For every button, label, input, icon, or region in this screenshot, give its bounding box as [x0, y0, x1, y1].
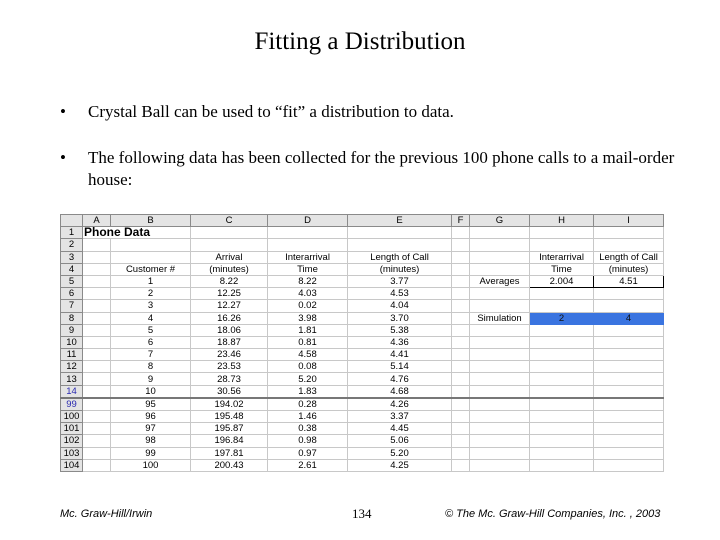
interarrival-cell[interactable]: 0.81	[268, 336, 348, 348]
row-header[interactable]: 9	[61, 324, 83, 336]
cell[interactable]	[452, 385, 470, 398]
cell[interactable]	[111, 251, 191, 263]
arrival-cell[interactable]: 12.25	[191, 288, 268, 300]
cell[interactable]	[470, 349, 530, 361]
interarrival-cell[interactable]: 1.46	[268, 411, 348, 423]
row-header[interactable]: 7	[61, 300, 83, 312]
cell[interactable]	[470, 251, 530, 263]
call-length-cell[interactable]: 3.37	[348, 411, 452, 423]
column-header-f[interactable]: F	[452, 215, 470, 227]
cell[interactable]	[530, 349, 594, 361]
cell[interactable]	[530, 398, 594, 411]
bullet-text: The following data has been collected for the previous 100 phone calls to a mail-order house:	[88, 148, 675, 189]
call-length-cell[interactable]: 3.77	[348, 275, 452, 287]
cell[interactable]	[594, 373, 664, 385]
cell[interactable]	[83, 411, 111, 423]
call-length-cell[interactable]: 4.26	[348, 398, 452, 411]
cell[interactable]	[83, 324, 111, 336]
row-header[interactable]: 12	[61, 361, 83, 373]
data-row	[61, 459, 664, 471]
cell[interactable]	[452, 336, 470, 348]
sheet-title[interactable]: Phone Data	[83, 227, 191, 239]
cell[interactable]	[83, 435, 111, 447]
cell[interactable]	[530, 336, 594, 348]
data-row	[61, 336, 664, 348]
row-header[interactable]: 103	[61, 447, 83, 459]
cell[interactable]	[594, 447, 664, 459]
cell[interactable]	[530, 361, 594, 373]
cell[interactable]	[594, 361, 664, 373]
data-row	[61, 447, 664, 459]
row-header[interactable]: 3	[61, 251, 83, 263]
row-header[interactable]: 102	[61, 435, 83, 447]
call-length-cell[interactable]: 5.20	[348, 447, 452, 459]
bullet-text: Crystal Ball can be used to “fit” a distribution to data.	[88, 102, 454, 121]
interarrival-cell[interactable]: 0.28	[268, 398, 348, 411]
column-header-i[interactable]: I	[594, 215, 664, 227]
cell[interactable]	[530, 373, 594, 385]
row-header[interactable]: 100	[61, 411, 83, 423]
customer-cell[interactable]: 1	[111, 275, 191, 287]
header-cell[interactable]: Length of Call	[594, 251, 664, 263]
cell[interactable]	[470, 263, 530, 275]
interarrival-cell[interactable]: 0.97	[268, 447, 348, 459]
row-header[interactable]: 13	[61, 373, 83, 385]
cell[interactable]	[470, 288, 530, 300]
cell[interactable]	[83, 349, 111, 361]
cell[interactable]	[470, 324, 530, 336]
cell[interactable]	[452, 411, 470, 423]
arrival-cell[interactable]: 30.56	[191, 385, 268, 398]
data-row	[61, 275, 664, 287]
cell[interactable]	[530, 423, 594, 435]
cell[interactable]	[530, 435, 594, 447]
call-length-cell[interactable]: 4.45	[348, 423, 452, 435]
simulation-interarrival[interactable]: 2	[530, 312, 594, 324]
interarrival-cell[interactable]: 1.81	[268, 324, 348, 336]
row-header[interactable]: 8	[61, 312, 83, 324]
column-header-row	[61, 215, 664, 227]
cell[interactable]	[452, 398, 470, 411]
data-row	[61, 373, 664, 385]
interarrival-cell[interactable]: 2.61	[268, 459, 348, 471]
data-row	[61, 312, 664, 324]
sheet-row	[61, 251, 664, 263]
row-header[interactable]: 99	[61, 398, 83, 411]
cell[interactable]	[452, 349, 470, 361]
arrival-cell[interactable]: 18.87	[191, 336, 268, 348]
header-cell[interactable]: Interarrival	[268, 251, 348, 263]
call-length-cell[interactable]: 4.68	[348, 385, 452, 398]
interarrival-cell[interactable]: 0.02	[268, 300, 348, 312]
average-interarrival[interactable]: 2.004	[530, 275, 594, 287]
call-length-cell[interactable]: 4.25	[348, 459, 452, 471]
cell[interactable]	[530, 385, 594, 398]
row-header[interactable]: 11	[61, 349, 83, 361]
cell[interactable]	[594, 411, 664, 423]
cell[interactable]	[83, 336, 111, 348]
row-header[interactable]: 101	[61, 423, 83, 435]
customer-cell[interactable]: 6	[111, 336, 191, 348]
header-cell[interactable]: (minutes)	[594, 263, 664, 275]
cell[interactable]	[530, 300, 594, 312]
cell[interactable]	[452, 227, 470, 239]
data-row	[61, 324, 664, 336]
arrival-cell[interactable]: 23.46	[191, 349, 268, 361]
arrival-cell[interactable]: 18.06	[191, 324, 268, 336]
cell[interactable]	[452, 447, 470, 459]
cell[interactable]	[594, 385, 664, 398]
cell[interactable]	[83, 459, 111, 471]
data-row	[61, 349, 664, 361]
header-cell[interactable]: Arrival	[191, 251, 268, 263]
customer-cell[interactable]: 8	[111, 361, 191, 373]
cell[interactable]	[83, 361, 111, 373]
call-length-cell[interactable]: 4.36	[348, 336, 452, 348]
data-row	[61, 361, 664, 373]
column-header-g[interactable]: G	[470, 215, 530, 227]
arrival-cell[interactable]: 8.22	[191, 275, 268, 287]
row-header[interactable]: 10	[61, 336, 83, 348]
cell[interactable]	[530, 459, 594, 471]
customer-cell[interactable]: 100	[111, 459, 191, 471]
cell[interactable]	[83, 275, 111, 287]
arrival-cell[interactable]: 194.02	[191, 398, 268, 411]
data-row	[61, 300, 664, 312]
cell[interactable]	[452, 373, 470, 385]
data-row	[61, 288, 664, 300]
cell[interactable]	[470, 385, 530, 398]
column-header-b[interactable]: B	[111, 215, 191, 227]
cell[interactable]	[83, 373, 111, 385]
interarrival-cell[interactable]: 0.98	[268, 435, 348, 447]
call-length-cell[interactable]: 5.38	[348, 324, 452, 336]
data-row	[61, 423, 664, 435]
cell[interactable]	[594, 239, 664, 251]
customer-cell[interactable]: 97	[111, 423, 191, 435]
header-cell[interactable]: Time	[268, 263, 348, 275]
customer-cell[interactable]: 9	[111, 373, 191, 385]
cell[interactable]	[191, 239, 268, 251]
bullet-dot: •	[60, 102, 66, 121]
cell[interactable]	[594, 324, 664, 336]
spreadsheet	[60, 214, 663, 472]
arrival-cell[interactable]: 200.43	[191, 459, 268, 471]
customer-cell[interactable]: 99	[111, 447, 191, 459]
bullet-dot: •	[60, 148, 66, 167]
header-cell[interactable]: Time	[530, 263, 594, 275]
cell[interactable]	[452, 459, 470, 471]
data-row	[61, 411, 664, 423]
cell[interactable]	[83, 423, 111, 435]
cell[interactable]	[452, 361, 470, 373]
cell[interactable]	[470, 435, 530, 447]
row-header[interactable]: 14	[61, 385, 83, 398]
cell[interactable]	[530, 227, 594, 239]
cell[interactable]	[452, 239, 470, 251]
row-header[interactable]: 4	[61, 263, 83, 275]
cell[interactable]	[452, 435, 470, 447]
averages-label[interactable]: Averages	[470, 275, 530, 287]
cell[interactable]	[83, 447, 111, 459]
header-cell[interactable]: Interarrival	[530, 251, 594, 263]
cell[interactable]	[83, 251, 111, 263]
cell[interactable]	[83, 312, 111, 324]
interarrival-cell[interactable]: 0.38	[268, 423, 348, 435]
cell[interactable]	[470, 373, 530, 385]
cell[interactable]	[594, 288, 664, 300]
customer-cell[interactable]: 2	[111, 288, 191, 300]
cell[interactable]	[470, 411, 530, 423]
sheet-row	[61, 263, 664, 275]
cell[interactable]	[530, 288, 594, 300]
interarrival-cell[interactable]: 8.22	[268, 275, 348, 287]
cell[interactable]	[268, 239, 348, 251]
simulation-call-length[interactable]: 4	[594, 312, 664, 324]
cell[interactable]	[594, 336, 664, 348]
cell[interactable]	[594, 459, 664, 471]
call-length-cell[interactable]: 3.70	[348, 312, 452, 324]
cell[interactable]	[191, 227, 268, 239]
header-cell[interactable]: Customer #	[111, 263, 191, 275]
cell[interactable]	[452, 263, 470, 275]
call-length-cell[interactable]: 4.04	[348, 300, 452, 312]
header-cell[interactable]: Length of Call	[348, 251, 452, 263]
simulation-label[interactable]: Simulation	[470, 312, 530, 324]
data-row	[61, 398, 664, 411]
arrival-cell[interactable]: 195.48	[191, 411, 268, 423]
arrival-cell[interactable]: 195.87	[191, 423, 268, 435]
cell[interactable]	[594, 349, 664, 361]
cell[interactable]	[594, 423, 664, 435]
call-length-cell[interactable]: 5.14	[348, 361, 452, 373]
slide-title: Fitting a Distribution	[254, 28, 466, 55]
customer-cell[interactable]: 7	[111, 349, 191, 361]
interarrival-cell[interactable]: 4.03	[268, 288, 348, 300]
cell[interactable]	[594, 398, 664, 411]
interarrival-cell[interactable]: 5.20	[268, 373, 348, 385]
column-header-c[interactable]: C	[191, 215, 268, 227]
page-number: 134	[352, 506, 372, 521]
data-row	[61, 435, 664, 447]
cell[interactable]	[470, 227, 530, 239]
cell[interactable]	[452, 423, 470, 435]
interarrival-cell[interactable]: 4.58	[268, 349, 348, 361]
cell[interactable]	[530, 411, 594, 423]
call-length-cell[interactable]: 4.53	[348, 288, 452, 300]
row-header[interactable]: 5	[61, 275, 83, 287]
cell[interactable]	[452, 324, 470, 336]
cell[interactable]	[470, 239, 530, 251]
cell[interactable]	[452, 288, 470, 300]
cell[interactable]	[348, 227, 452, 239]
cell[interactable]	[83, 263, 111, 275]
cell[interactable]	[83, 385, 111, 398]
arrival-cell[interactable]: 23.53	[191, 361, 268, 373]
call-length-cell[interactable]: 5.06	[348, 435, 452, 447]
cell[interactable]	[470, 398, 530, 411]
sheet-row	[61, 227, 664, 239]
select-all-corner[interactable]	[61, 215, 83, 227]
column-header-a[interactable]: A	[83, 215, 111, 227]
cell[interactable]	[470, 336, 530, 348]
customer-cell[interactable]: 96	[111, 411, 191, 423]
column-header-e[interactable]: E	[348, 215, 452, 227]
data-row	[61, 385, 664, 398]
customer-cell[interactable]: 4	[111, 312, 191, 324]
arrival-cell[interactable]: 28.73	[191, 373, 268, 385]
cell[interactable]	[530, 239, 594, 251]
customer-cell[interactable]: 5	[111, 324, 191, 336]
customer-cell[interactable]: 98	[111, 435, 191, 447]
arrival-cell[interactable]: 16.26	[191, 312, 268, 324]
cell[interactable]	[83, 398, 111, 411]
arrival-cell[interactable]: 12.27	[191, 300, 268, 312]
call-length-cell[interactable]: 4.76	[348, 373, 452, 385]
average-call-length[interactable]: 4.51	[594, 275, 664, 287]
row-header[interactable]: 6	[61, 288, 83, 300]
customer-cell[interactable]: 95	[111, 398, 191, 411]
customer-cell[interactable]: 10	[111, 385, 191, 398]
cell[interactable]	[470, 459, 530, 471]
call-length-cell[interactable]: 4.41	[348, 349, 452, 361]
row-header[interactable]: 104	[61, 459, 83, 471]
interarrival-cell[interactable]: 0.08	[268, 361, 348, 373]
cell[interactable]	[83, 239, 111, 251]
header-cell[interactable]: (minutes)	[348, 263, 452, 275]
footer-copyright: © The Mc. Graw-Hill Companies, Inc. , 2003	[445, 508, 661, 520]
row-header[interactable]: 2	[61, 239, 83, 251]
arrival-cell[interactable]: 197.81	[191, 447, 268, 459]
cell[interactable]	[83, 288, 111, 300]
cell[interactable]	[452, 251, 470, 263]
cell[interactable]	[470, 423, 530, 435]
customer-cell[interactable]: 3	[111, 300, 191, 312]
interarrival-cell[interactable]: 3.98	[268, 312, 348, 324]
row-header[interactable]: 1	[61, 227, 83, 239]
cell[interactable]	[470, 447, 530, 459]
column-header-d[interactable]: D	[268, 215, 348, 227]
cell[interactable]	[348, 239, 452, 251]
header-cell[interactable]: (minutes)	[191, 263, 268, 275]
cell[interactable]	[111, 239, 191, 251]
interarrival-cell[interactable]: 1.83	[268, 385, 348, 398]
cell[interactable]	[594, 435, 664, 447]
cell[interactable]	[452, 275, 470, 287]
sheet-row	[61, 239, 664, 251]
cell[interactable]	[83, 300, 111, 312]
cell[interactable]	[530, 447, 594, 459]
arrival-cell[interactable]: 196.84	[191, 435, 268, 447]
column-header-h[interactable]: H	[530, 215, 594, 227]
cell[interactable]	[452, 312, 470, 324]
cell[interactable]	[594, 227, 664, 239]
cell[interactable]	[452, 300, 470, 312]
cell[interactable]	[470, 300, 530, 312]
cell[interactable]	[530, 324, 594, 336]
cell[interactable]	[470, 361, 530, 373]
cell[interactable]	[594, 300, 664, 312]
footer-publisher: Mc. Graw-Hill/Irwin	[60, 508, 153, 520]
cell[interactable]	[268, 227, 348, 239]
